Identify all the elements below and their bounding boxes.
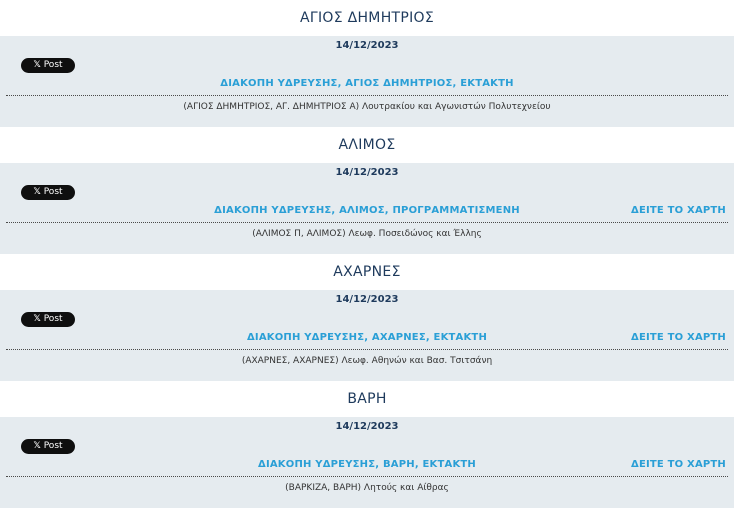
outage-date: 14/12/2023 [335, 40, 399, 51]
x-logo-icon: 𝕏 [33, 441, 41, 451]
entry [0, 254, 734, 381]
outage-headline-link[interactable]: ΔΙΑΚΟΠΗ ΥΔΡΕΥΣΗΣ, ΑΓΙΟΣ ΔΗΜΗΤΡΙΟΣ, ΕΚΤΑΚΤΗ [220, 78, 514, 89]
x-logo-icon: 𝕏 [33, 60, 41, 70]
x-post-button[interactable] [21, 439, 75, 454]
outage-card [0, 163, 734, 254]
outage-headline-link[interactable]: ΔΙΑΚΟΠΗ ΥΔΡΕΥΣΗΣ, ΑΧΑΡΝΕΣ, ΕΚΤΑΚΤΗ [246, 332, 488, 343]
x-post-button[interactable] [21, 312, 75, 327]
dotted-divider [6, 95, 728, 96]
area-title: ΑΓΙΟΣ ΔΗΜΗΤΡΙΟΣ [299, 10, 435, 26]
outage-detail: (ΒΑΡΚΙΖΑ, ΒΑΡΗ) Λητούς και Αίθρας [285, 483, 449, 493]
outage-headline-link[interactable]: ΔΙΑΚΟΠΗ ΥΔΡΕΥΣΗΣ, ΑΛΙΜΟΣ, ΠΡΟΓΡΑΜΜΑΤΙΣΜΕΝΗ [214, 205, 520, 216]
view-map-link[interactable]: ΔΕΙΤΕ ΤΟ ΧΑΡΤΗ [631, 205, 726, 216]
outage-date: 14/12/2023 [335, 421, 399, 432]
outage-card [0, 36, 734, 127]
entry [0, 127, 734, 254]
area-title: ΒΑΡΗ [347, 391, 387, 407]
view-map-link[interactable]: ΔΕΙΤΕ ΤΟ ΧΑΡΤΗ [631, 459, 726, 470]
outage-detail: (ΑΧΑΡΝΕΣ, ΑΧΑΡΝΕΣ) Λεωφ. Αθηνών και Βασ. Τσιτσάνη [241, 356, 493, 366]
area-title: ΑΛΙΜΟΣ [338, 137, 396, 153]
x-post-label: Post [43, 187, 63, 197]
outage-detail: (ΑΓΙΟΣ ΔΗΜΗΤΡΙΟΣ, ΑΓ. ΔΗΜΗΤΡΙΟΣ Α) Λουτρακίου και Αγωνιστών Πολυτεχνείου [183, 102, 551, 112]
area-title: ΑΧΑΡΝΕΣ [333, 264, 401, 280]
outage-headline-link[interactable]: ΔΙΑΚΟΠΗ ΥΔΡΕΥΣΗΣ, ΒΑΡΗ, ΕΚΤΑΚΤΗ [258, 459, 476, 470]
x-logo-icon: 𝕏 [33, 187, 41, 197]
x-post-label: Post [43, 441, 63, 451]
entry [0, 381, 734, 508]
dotted-divider [6, 349, 728, 350]
view-map-link[interactable]: ΔΕΙΤΕ ΤΟ ΧΑΡΤΗ [631, 332, 726, 343]
x-post-label: Post [43, 60, 63, 70]
x-logo-icon: 𝕏 [33, 314, 41, 324]
outage-date: 14/12/2023 [335, 294, 399, 305]
outage-date: 14/12/2023 [335, 167, 399, 178]
x-post-label: Post [43, 314, 63, 324]
outage-card [0, 417, 734, 508]
x-post-button[interactable] [21, 58, 75, 73]
x-post-button[interactable] [21, 185, 75, 200]
entry [0, 0, 734, 127]
dotted-divider [6, 222, 728, 223]
outage-detail: (ΑΛΙΜΟΣ Π, ΑΛΙΜΟΣ) Λεωφ. Ποσειδώνος και Έλλης [252, 229, 482, 239]
outage-card [0, 290, 734, 381]
dotted-divider [6, 476, 728, 477]
